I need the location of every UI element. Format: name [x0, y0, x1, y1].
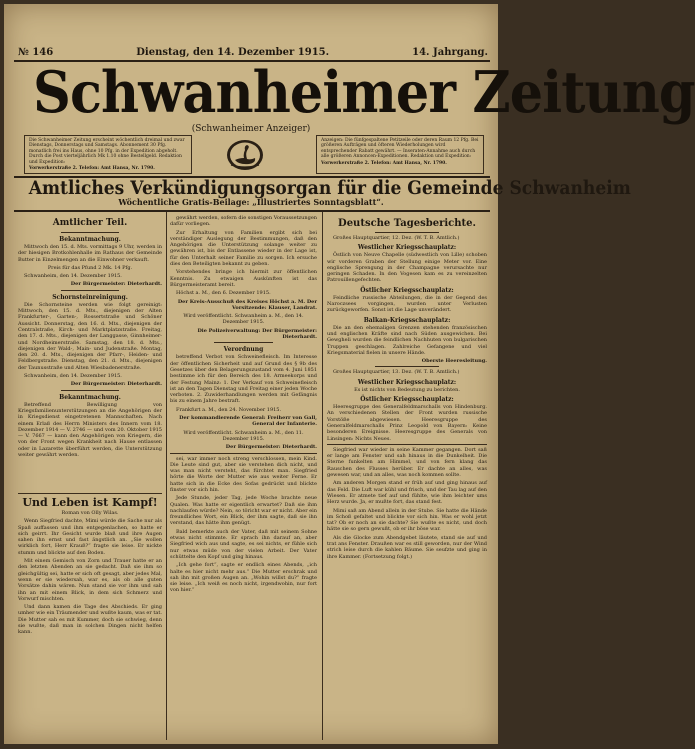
announcement-text: Mittwoch den 15. d. Mts. vormittags 9 Uhr, werden in der hiesigen Brotkohlenhalle im Rathaus der Gemeinde Butter in Einzelmengen an die Einwohner verkauft.: [18, 244, 162, 263]
story-title: Und Leben ist Kampf!: [22, 496, 158, 509]
issue-year: 14. Jahrgang.: [412, 46, 488, 58]
official-section-title: Amtlicher Teil.: [52, 218, 128, 228]
col2-story-paragraph: Jede Stunde, jeder Tag, jede Woche brachte neue Qualen. Was hatte er eigentlich erwartet? Daß sie ihm nachlaufen würde? Nein, so töricht war er nicht. Aber ein freundliches Wort, ein Blick, der ihm sagte, daß sie ihn verstand, das hätte ihm genügt.: [170, 495, 317, 527]
subscription-info-box: [24, 135, 192, 174]
western-front-heading: Westlicher Kriegsschauplatz:: [357, 244, 457, 252]
advertising-info-address: Vorwerkerstraße 2. Telefon: Amt Hansa, Nr. 1790.: [321, 160, 447, 166]
subscription-info-text: Die Schwanheimer Zeitung erscheint wöchentlich dreimal und zwar Dienstags, Donnerstags und Samstags. Abonnement 30 Pfg. monatlich frei ins Haus, ohne 10 Pfg. in der Expedition abgeholt. Durch die Post vierteljährlich Mk 1.10 ohne Bestellgeld. Redaktion und Expedition:: [29, 138, 185, 165]
eastern-front-heading: Östlicher Kriegsschauplatz:: [360, 286, 454, 294]
report-dateline: Großes Hauptquartier, 12. Dez. (W. T. B. Amtlich.): [333, 235, 460, 241]
ordinance-text: betreffend Verbot von Schweinefleisch. Im Interesse der öffentlichen Sicherheit und auf Grund des § 9b des Gesetzes über den Belagerungszustand vom 4. Juni 1851 bestimme ich für den Bereich des 18. Armeekorps und der Festung Mainz: 1. Der Verkauf von Schweinefleisch ist an den Tagen Dienstag und Freitag einer jeden Woche verboten. 2. Zuwiderhandlungen werden mit Gefängnis bis zu einem Jahre bestraft.: [170, 354, 317, 405]
section-rule: [327, 444, 487, 445]
col3-story-paragraph: Siegfried war wieder in seine Kammer gegangen. Dort saß er lange am Fenster und sah hinaus in die Dunkelheit. Die Sterne funkelten am Himmel, und von fern klang das Rauschen des Flusses herüber. Er dachte an alles, was gewesen war, und an alles, was noch kommen sollte.: [327, 446, 487, 479]
support-text: Betreffend Bewilligung von Kriegsfamilienunterstützungen an die Angehörigen der in Kriegsdienst eingetretenen Mannschaften. Nach einem Erlaß des Herrn Ministers des Innern vom 18. Dezember 1914 — V. 2746 — und vom 20. Oktober 1915 — V. 7667 — kann den Angehörigen von Kriegern, die von der Front wegen Krankheit nach Hause entlassen oder in Lazarette überführt werden, die Unterstützung weiter gewährt werden.: [18, 401, 162, 459]
chimney-text: Die Schornsteine werden wie folgt gereinigt: Mittwoch, den 15. d. Mts., diejenigen der Alten Frankfurter-, Garten-, Rossertstraße und Schöner Aussicht. Donnerstag, den 16. d. Mts., diejenigen der Centralstraße, Kirch- und Marktplatzstraße. Freitag, den 17. d. Mts., diejenigen der Langgasse, Ginnheimer- und Nordheimerstraße. Samstag, den 18. d. Mts., diejenigen der Wald-, Main- und Judenstraße. Montag, den 20. d. Mts., diejenigen der Pfarr-, Heiden- und Feldbergstraße. Dienstag, den 21. d. Mts., diejenigen der Taunusstraße und Alten Wiesbadenerstraße.: [18, 301, 162, 371]
ordinance-signature: Der kommandierende General: Freiherr von Gall, General der Infanterie.: [179, 415, 317, 428]
daily-reports-title: Deutsche Tagesberichte.: [338, 218, 476, 229]
col2-published: Wird veröffentlicht. Schwanheim a. M., den 14. Dezember 1915.: [183, 313, 304, 326]
eastern-front-text: Feindliche russische Abteilungen, die in der Gegend des Naroczsees vorgingen, wurden unter Verlusten zurückgeworfen. Sonst ist die Lage unverändert.: [327, 294, 487, 314]
issue-date: Dienstag, den 14. Dezember 1915.: [136, 46, 330, 58]
middle-column: [170, 215, 317, 740]
col2-signature: Die Polizeiverwaltung: Der Bürgermeister: Dieterhardt.: [197, 327, 317, 341]
balkan-front-heading: Balkan-Kriegsschauplatz:: [363, 316, 451, 324]
support-heading: Bekanntmachung.: [59, 393, 121, 401]
newspaper-page: [4, 4, 695, 744]
eastern-front-heading: Östlicher Kriegsschauplatz:: [360, 396, 454, 404]
subscription-info-address: Vorwerkerstraße 2. Telefon: Amt Hansa, Nr. 1790.: [29, 166, 155, 172]
col2-signature: Der Kreis-Ausschuß des Kreises Höchst a. M. Der Vorsitzende: Klauser, Landrat.: [177, 298, 317, 311]
western-front-heading: Westlicher Kriegsschauplatz:: [357, 378, 457, 386]
chimney-date: Schwanheim, den 14. Dezember 1915.: [24, 373, 122, 380]
supplement-line: Wöchentliche Gratis-Beilage: „Illustriertes Sonntagsblatt“.: [118, 197, 384, 207]
ordinance-mayor: Der Bürgermeister: Dieterhardt.: [225, 444, 317, 451]
section-rule: [61, 232, 119, 233]
chimney-signature: Der Bürgermeister: Dieterhardt.: [70, 381, 162, 388]
ordinance-heading: Verordnung: [223, 346, 264, 354]
story-paragraph: Wenn Siegfried dachte, Mimi würde die Sache nur als Spaß auffassen und ihm entgegenlachen, so hatte er sich geirrt. Ihr Gesicht wurde blaß und ihre Augen sahen ihn ernst und fast ängstlich an. „Sie wollen wirklich fort, Herr Krauß?“ fragte sie leise. Er nickte stumm und blickte auf den Boden.: [18, 518, 162, 556]
report-dateline: Großes Hauptquartier, 13. Dez. (W. T. B. Amtlich.): [333, 369, 460, 376]
eastern-front-text: Heeresgruppe des Generalfeldmarschalls von Hindenburg. An verschiedenen Stellen der Front wurden russische Vorstöße abgewiesen. Heeresgruppe des Generalfeldmarschalls Prinz Leopold von Bayern: Keine besonderen Ereignisse. Heeresgruppe des Generals von Linsingen: Nichts Neues.: [327, 404, 487, 442]
section-rule: [61, 390, 119, 391]
issue-number: № 146: [18, 46, 54, 58]
col3-story-paragraph: Als die Glocke zum Abendgebet läutete, stand sie auf und trat ans Fenster. Draußen war es still geworden, nur der Wind strich leise durch die kahlen Bäume. Sie seufzte und ging in ihre Kammer. (Fortsetzung folgt.): [327, 534, 487, 560]
section-rule: [375, 232, 439, 233]
col2-story-paragraph: Bald bemerkte auch der Vater, daß mit seinem Sohne etwas nicht stimmte. Er sprach ihn darauf an, aber Siegfried wich aus und sagte, es sei nichts, er fühle sich nur etwas müde von der vielen Arbeit. Der Vater schüttelte den Kopf und ging hinaus.: [170, 528, 317, 560]
army-command-signature: Oberste Heeresleitung.: [421, 358, 487, 365]
col2-paragraph: Vorstehendes bringe ich hiermit zur öffentlichen Kenntnis. Zu etwaigen Auskünften ist das Bürgermeisteramt bereit.: [170, 269, 317, 288]
col2-paragraph: Zur Erhaltung von Familien ergibt sich bei verständiger Auslegung der Bestimmungen, daß den Angehörigen die Unterstützung solange weiter zu gewähren ist, bis der Entlassene wieder in der Lage ist, für den Unterhalt seiner Familie zu sorgen. Ich ersuche dies den Beteiligten bekannt zu geben.: [170, 229, 317, 268]
daily-reports-column: [327, 215, 487, 740]
story-paragraph: Mit einem Gemisch von Zorn und Trauer hatte er an den letzten Abenden an sie gedacht. Daß sie ihm so gleichgültig sei, hatte er sich oft gesagt, aber jedes Mal, wenn er sie wiedersah, war es, als ob alle guten Vorsätze dahin wären. Nun stand sie vor ihm und sah ihn an mit einem Blick, in dem sich Schmerz und Vorwurf mischten.: [18, 558, 162, 602]
story-paragraph: Und dann kamen die Tage des Abschieds. Er ging umher wie ein Träumender und wußte kaum, was er tat. Die Mutter sah es mit Kummer, doch sie schwieg, denn sie wußte, daß man in solchen Dingen nicht helfen kann.: [18, 604, 162, 636]
masthead-subtitle: (Schwanheimer Anzeiger): [191, 124, 311, 134]
announcement-price: Preis für das Pfund 2 Mk. 14 Pfg.: [47, 264, 133, 271]
chimney-heading: Schornsteinreinigung.: [52, 293, 128, 301]
official-organ-heading: Amtliches Verkündigungsorgan für die Gemeinde Schwanheim: [28, 177, 631, 199]
balkan-front-text: Die an den ehemaligen Grenzen stehenden französischen und englischen Kräfte sind nach Süden ausgewichen. Bei Gewgheli wurden die feindlichen Nachhuten von bulgarischen Truppen geschlagen. Zahlreiche Gefangene und viel Kriegsmaterial fielen in unsere Hände.: [327, 324, 487, 356]
col2-story-paragraph: „Ich gehe fort“, sagte er endlich eines Abends, „ich halte es hier nicht mehr aus.“ Die Mutter erschrak und sah ihn mit großen Augen an. „Wohin willst du?“ fragte sie leise. „Ich weiß es noch nicht, irgendwohin, nur fort von hier.“: [170, 562, 317, 594]
col2-story-paragraph: sei, war immer noch streng verschlossen, mein Kind. Die Leute sind gut, aber sie verstehen dich nicht, und was man nicht versteht, das fürchtet man. Siegfried hörte die Worte der Mutter wie aus weiter Ferne. Er hatte sich in die Ecke des Sofas gedrückt und blickte finster vor sich hin.: [170, 455, 317, 493]
ordinance-published: Wird veröffentlicht. Schwanheim a. M., den 11. Dezember 1915.: [183, 429, 304, 442]
official-section-column: [18, 215, 162, 493]
swan-emblem-icon: [225, 138, 265, 172]
advertising-info-box: [316, 135, 484, 174]
section-rule: [375, 366, 439, 367]
announcement-signature: Der Bürgermeister: Dieterhardt.: [70, 281, 162, 288]
section-rule: [214, 342, 273, 343]
col3-story-paragraph: Am anderen Morgen stand er früh auf und ging hinaus auf das Feld. Die Luft war kühl und frisch, und der Tau lag auf den Wiesen. Er atmete tief auf und fühlte, wie ihm leichter ums Herz wurde. Ja, er mußte fort, das stand fest.: [327, 480, 487, 506]
subhead-bottom-rule: [14, 210, 490, 212]
col2-date: Höchst a. M., den 6. Dezember 1915.: [176, 290, 271, 297]
story-author: Roman von Olly Wilas.: [61, 510, 119, 516]
column-divider-1: [166, 212, 167, 740]
announcement-heading: Bekanntmachung.: [59, 236, 121, 243]
announcement-date: Schwanheim, den 14. Dezember 1915.: [24, 273, 122, 280]
serial-story-column: [18, 496, 162, 740]
western-front-text: Östlich von Neuve Chapelle (südwestlich von Lille) schoben wir vorderen Graben der Stellung einige Meter vor. Eine englische Sprengung in der Champagne verursachte nur geringen Schaden. In den Vogesen kam es zu vereinzelten Patrouillengefechten.: [327, 252, 487, 284]
advertising-info-text: Anzeigen: Die fünfgespaltene Petitzeile oder deren Raum 12 Pfg. Bei größeren Aufträgen und öfteren Wiederholungen wird entsprechender Rabatt gewährt. — Inseraten-Annahme auch durch alle größeren Annoncen-Expeditionen. Redaktion und Expedition:: [321, 138, 479, 160]
column-divider-2: [322, 212, 323, 740]
story-divider: [18, 493, 162, 494]
section-rule: [61, 290, 119, 291]
col2-paragraph: gewährt werden, sofern die sonstigen Voraussetzungen dafür vorliegen.: [170, 215, 317, 228]
section-rule: [170, 453, 317, 454]
ordinance-date: Frankfurt a. M., den 24. November 1915.: [176, 406, 282, 413]
western-front-text: Es ist nichts von Bedeutung zu berichten.: [354, 386, 460, 393]
col3-story-paragraph: Mimi saß am Abend allein in der Stube. Sie hatte die Hände im Schoß gefaltet und blickte vor sich hin. Was er wohl jetzt tat? Ob er noch an sie dachte? Sie wußte es nicht, und doch hätte sie so gern gewußt, ob er ihr böse war.: [327, 507, 487, 533]
masthead-title: Schwanheimer Zeitung: [33, 59, 695, 126]
